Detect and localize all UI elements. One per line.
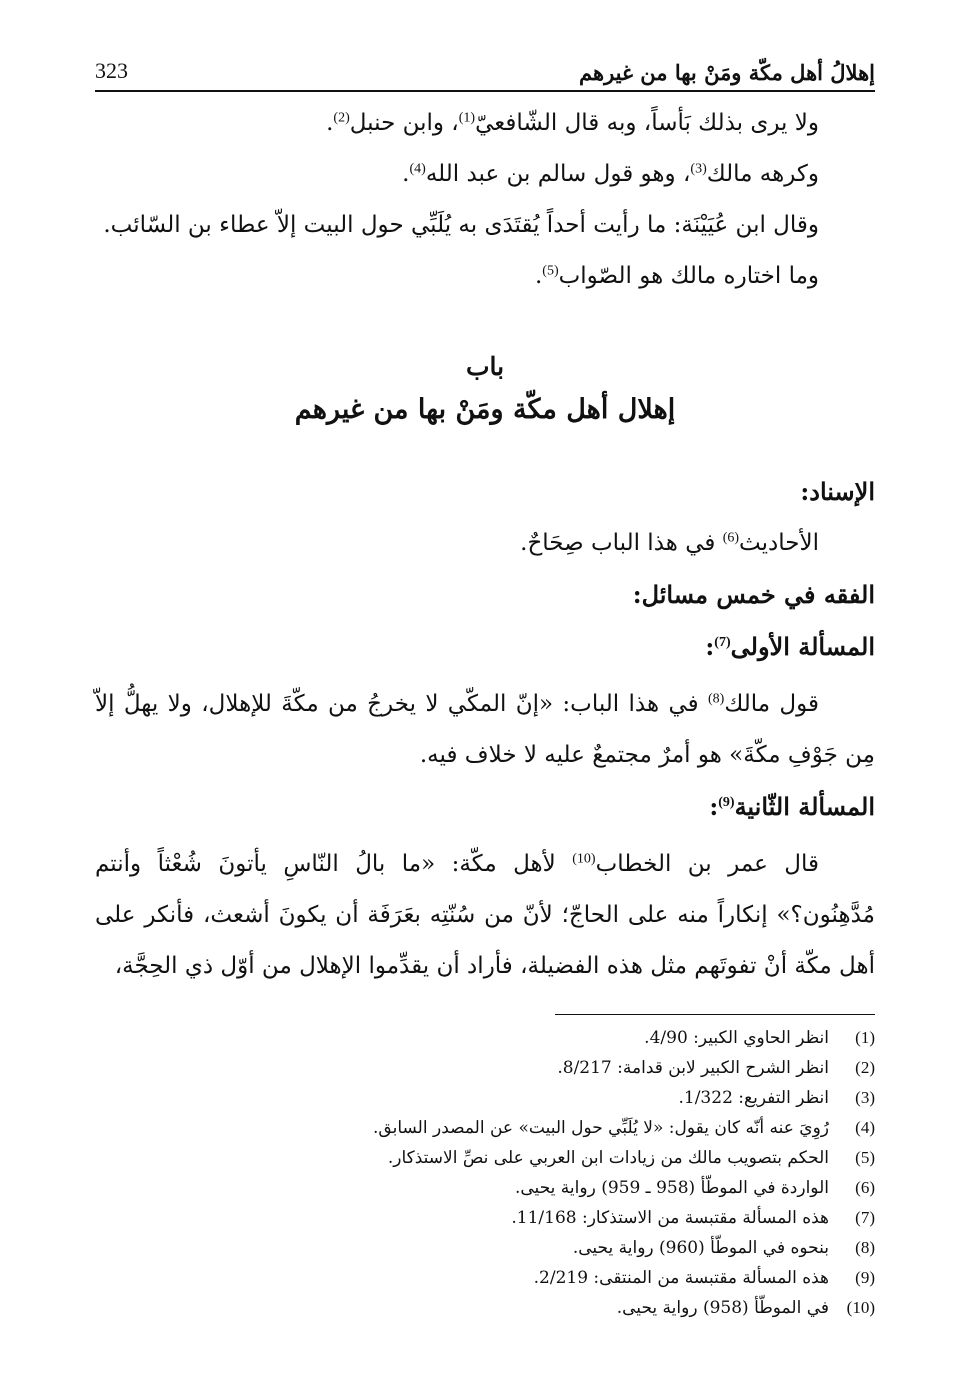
footnote [95, 1143, 875, 1173]
footnote-text: انظر الشرح الكبير لابن قدامة: 8/217. [557, 1058, 829, 1078]
text: . [402, 161, 410, 187]
chapter-heading [95, 346, 875, 432]
footnote-ref: (7) [714, 635, 731, 650]
footnote-number: (3) [855, 1088, 875, 1107]
footnote-number: (9) [855, 1268, 875, 1287]
footnote-number: (7) [855, 1208, 875, 1227]
footnote-ref: (3) [690, 161, 707, 177]
isnad-heading: الإسناد: [800, 477, 875, 506]
footnote-separator [555, 1014, 875, 1015]
paragraph [95, 149, 875, 200]
text: وكرهه مالك [706, 161, 819, 187]
footnote-number: (4) [855, 1118, 875, 1137]
footnote [95, 1113, 875, 1143]
footnote-ref: (10) [572, 851, 596, 867]
footnote-ref: (4) [409, 161, 426, 177]
text: لأهل مكّة: «ما بالُ النّاسِ يأتونَ شُعْثاً وأنتم مُدَّهِنُون؟» إنكاراً منه على الحاجّ؛ لأنّ من سُنّتِه بعَرَفَة أن يكونَ أشعث، فأنكر على أهل مكّة أنْ تفوتَهم مثل هذه الفضيلة، فأراد أن يقدِّموا الإهلال من أوّل ذي الحِجَّة، [95, 851, 875, 979]
paragraph [95, 98, 875, 149]
footnote-ref: (5) [542, 263, 559, 279]
footnote-number: (6) [855, 1178, 875, 1197]
footnote-text: هذه المسألة مقتبسة من المنتقى: 2/219. [533, 1268, 829, 1288]
footnote [95, 1173, 875, 1203]
text: المسألة الأولى [730, 632, 875, 661]
text: وما اختاره مالك هو الصّواب [558, 263, 819, 289]
document-page [95, 52, 875, 1352]
text: ، وابن حنبل [349, 110, 459, 136]
footnote-number: (1) [855, 1028, 875, 1047]
text: ولا يرى بذلك بَأساً، وبه قال الشّافعيّ [475, 110, 819, 136]
footnote-text: الحكم بتصويب مالك من زيادات ابن العربي على نصِّ الاستذكار. [387, 1148, 829, 1168]
text: في هذا الباب صِحَاحٌ. [520, 530, 723, 556]
continued-text [95, 98, 875, 302]
text: : [709, 792, 719, 821]
footnote [95, 1023, 875, 1053]
footnote-number: (8) [855, 1238, 875, 1257]
text: وقال ابن عُيَيْنَة: ما رأيت أحداً يُقتَدَى به يُلَبِّي حول البيت إلاّ عطاء بن السّائب. [103, 212, 819, 238]
footnote-ref: (6) [722, 530, 740, 546]
footnote [95, 1263, 875, 1293]
footnote-text: انظر التفريع: 1/322. [678, 1088, 829, 1108]
issue1-heading [95, 621, 875, 673]
footnote-text: الواردة في الموطّأ (958 ـ 959) رواية يحيى. [514, 1178, 829, 1198]
footnote-number: (5) [855, 1148, 875, 1167]
issue2-paragraph [95, 839, 875, 992]
text: . [534, 263, 543, 289]
footnote-text: هذه المسألة مقتبسة من الاستذكار: 11/168. [511, 1208, 829, 1228]
footnote-ref: (8) [708, 691, 725, 707]
text: قول مالك [724, 691, 820, 717]
footnote-number: (2) [855, 1058, 875, 1077]
chapter-label: باب [465, 352, 505, 381]
footnote-ref: (1) [458, 110, 476, 126]
footnote-text: رُوِيَ عنه أنّه كان يقول: «لا يُلَبِّي حول البيت» عن المصدر السابق. [373, 1118, 829, 1138]
text: . [326, 110, 334, 136]
text: المسألة الثّانية [734, 792, 875, 821]
footnote-ref: (2) [333, 110, 350, 126]
footnote [95, 1233, 875, 1263]
footnote-ref: (9) [718, 795, 735, 810]
footnote [95, 1293, 875, 1323]
paragraph [95, 200, 875, 251]
issue2-heading [95, 781, 875, 833]
chapter-title: إهلال أهل مكّة ومَنْ بها من غيرهم [294, 394, 676, 425]
text: قال عمر بن الخطاب [595, 851, 819, 877]
page-number: 323 [95, 58, 128, 83]
footnote [95, 1083, 875, 1113]
header-title: إهلالُ أهل مكّة ومَنْ بها من غيرهم [579, 60, 875, 85]
footnote [95, 1053, 875, 1083]
fiqh-heading: الفقه في خمس مسائل: [632, 580, 875, 609]
footnote [95, 1203, 875, 1233]
footnote-text: بنحوه في الموطّأ (960) رواية يحيى. [572, 1238, 829, 1258]
issue1-paragraph [95, 679, 875, 781]
isnad-paragraph [95, 518, 875, 569]
text: ، وهو قول سالم بن عبد الله [425, 161, 691, 187]
text: : [705, 632, 715, 661]
footnote-number: (10) [846, 1298, 875, 1317]
text: في هذا الباب: «إنّ المكّي لا يخرجُ من مكّةَ للإهلال، ولا يهلُّ إلاّ مِن جَوْفِ مكّةَ» هو أمرٌ مجتمعٌ عليه لا خلاف فيه. [95, 691, 875, 768]
paragraph [95, 251, 875, 302]
running-header [95, 52, 875, 92]
footnotes-list [95, 1023, 875, 1323]
footnote-text: في الموطّأ (958) رواية يحيى. [616, 1298, 829, 1318]
text: الأحاديث [739, 530, 819, 556]
footnote-text: انظر الحاوي الكبير: 4/90. [644, 1028, 829, 1048]
